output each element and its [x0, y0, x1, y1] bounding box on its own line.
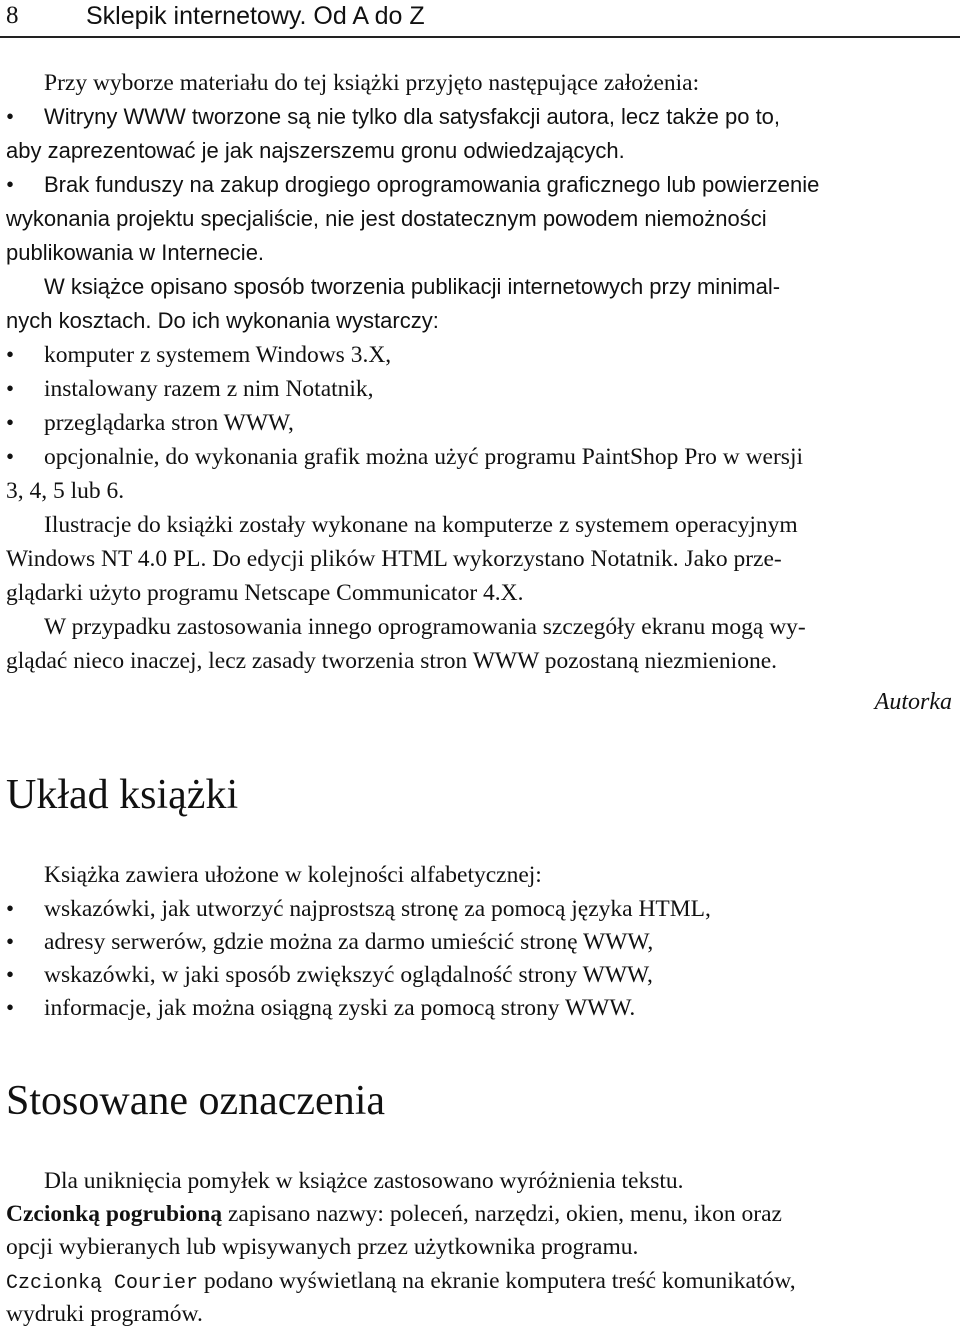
courier-notation-line-2: wydruki programów.: [6, 1301, 203, 1327]
bullet-icon: •: [6, 172, 15, 197]
illustrations-line-2: Windows NT 4.0 PL. Do edycji plików HTML wykorzystano Notatnik. Jako prze-: [6, 546, 782, 572]
described-line-2-part-b: Do ich wykonania wystarczy:: [151, 308, 439, 333]
layout-item: adresy serwerów, gdzie można za darmo umieścić stronę WWW,: [44, 929, 654, 955]
section-heading-notation: Stosowane oznaczenia: [6, 1078, 386, 1124]
intro-lead: Przy wyborze materiału do tej książki przyjęto następujące założenia:: [44, 70, 700, 96]
running-title: Sklepik internetowy. Od A do Z: [86, 2, 425, 30]
bold-description: zapisano nazwy: poleceń, narzędzi, okien, menu, ikon oraz: [222, 1201, 782, 1227]
described-line-2: [6, 306, 439, 336]
notation-lead: Dla uniknięcia pomyłek w książce zastosowano wyróżnienia tekstu.: [44, 1168, 684, 1194]
illustrations-line-1: Ilustracje do książki zostały wykonane na komputerze z systemem operacyjnym: [44, 512, 798, 538]
bullet-icon: •: [6, 995, 15, 1020]
bullet-icon: •: [6, 342, 15, 367]
page-number: 8: [6, 2, 19, 29]
assumption-2-line-2: wykonania projektu specjaliście, nie jest dostatecznym powodem niemożności: [6, 206, 767, 231]
requirement-item: instalowany razem z nim Notatnik,: [44, 376, 374, 402]
bullet-icon: •: [6, 444, 15, 469]
bold-term: Czcionką pogrubioną: [6, 1201, 223, 1227]
other-software-line-2: glądać nieco inaczej, lecz zasady tworzenia stron WWW pozostaną niezmienione.: [6, 648, 778, 674]
requirement-item: komputer z systemem Windows 3.X,: [44, 342, 392, 368]
courier-description: podano wyświetlaną na ekranie komputera treść komunikatów,: [198, 1268, 796, 1294]
layout-item: wskazówki, jak utworzyć najprostszą stronę za pomocą języka HTML,: [44, 896, 711, 922]
bullet-icon: •: [6, 104, 15, 129]
bullet-icon: •: [6, 376, 15, 401]
requirement-item: przeglądarka stron WWW,: [44, 410, 294, 436]
author-signature: Autorka: [874, 689, 952, 715]
section-heading-layout: Układ książki: [6, 772, 239, 818]
bold-notation-line-1: [6, 1199, 782, 1229]
bullet-icon: •: [6, 410, 15, 435]
other-software-line-1: W przypadku zastosowania innego oprogramowania szczegóły ekranu mogą wy-: [44, 614, 806, 640]
page-header: [0, 0, 960, 38]
courier-notation-line-1: [6, 1266, 796, 1299]
illustrations-line-3: glądarki użyto programu Netscape Communicator 4.X.: [6, 580, 524, 606]
bullet-icon: •: [6, 896, 15, 921]
assumption-1-line-1: Witryny WWW tworzone są nie tylko dla satysfakcji autora, lecz także po to,: [44, 104, 781, 129]
described-line-2-part-a: nych kosztach.: [6, 308, 152, 333]
layout-lead: Książka zawiera ułożone w kolejności alfabetycznej:: [44, 862, 542, 888]
bullet-icon: •: [6, 962, 15, 987]
layout-item: informacje, jak można osiągną zyski za pomocą strony WWW.: [44, 995, 636, 1021]
requirement-item-continued: 3, 4, 5 lub 6.: [6, 478, 125, 504]
requirement-item: opcjonalnie, do wykonania grafik można użyć programu PaintShop Pro w wersji: [44, 444, 804, 470]
bold-notation-line-2: opcji wybieranych lub wpisywanych przez użytkownika programu.: [6, 1234, 639, 1260]
layout-item: wskazówki, w jaki sposób zwiększyć oglądalność strony WWW,: [44, 962, 653, 988]
assumption-2-line-1: Brak funduszy na zakup drogiego oprogramowania graficznego lub powierzenie: [44, 172, 820, 197]
assumption-1-line-2: aby zaprezentować je jak najszerszemu gronu odwiedzających.: [6, 138, 625, 163]
described-line-1: W książce opisano sposób tworzenia publikacji internetowych przy minimal-: [44, 274, 781, 299]
assumption-2-line-3: publikowania w Internecie.: [6, 240, 265, 265]
bullet-icon: •: [6, 929, 15, 954]
courier-term: Czcionką Courier: [6, 1272, 199, 1295]
